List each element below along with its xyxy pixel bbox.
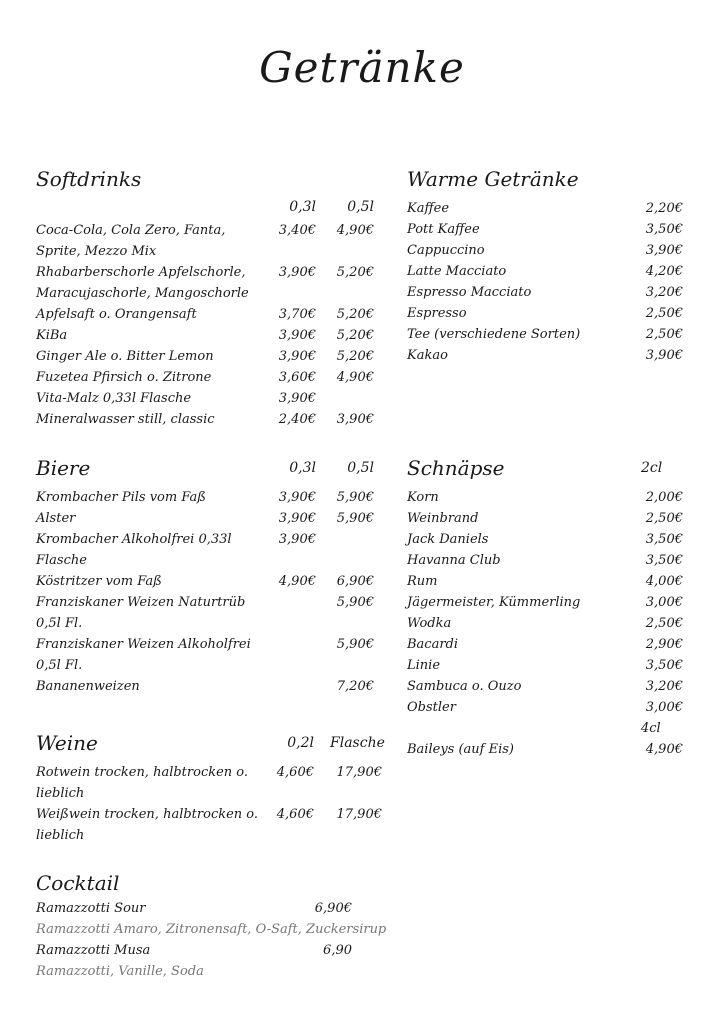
column-header-0-5l: 0,5l <box>347 199 374 215</box>
menu-item: Jägermeister, Kümmerling 3,00€ <box>407 595 683 610</box>
section-schnaepse <box>407 453 687 760</box>
menu-item: Kaffee 2,20€ <box>407 201 683 216</box>
menu-item: Latte Macciato 4,20€ <box>407 264 683 279</box>
menu-item: Jack Daniels 3,50€ <box>407 532 683 547</box>
menu-item: Havanna Club 3,50€ <box>407 553 683 568</box>
column-header-0-3l: 0,3l <box>289 199 316 215</box>
menu-item: Baileys (auf Eis) 4,90€ <box>407 742 683 757</box>
menu-item: Rhabarberschorle Apfelschorle, Maracujaschorle, Mangoschorle 3,90€ 5,20€ <box>36 265 374 301</box>
menu-item: Espresso Macciato 3,20€ <box>407 285 683 300</box>
page-title: Getränke <box>259 43 465 92</box>
menu-item: Sambuca o. Ouzo 3,20€ <box>407 679 683 694</box>
menu-item: Linie 3,50€ <box>407 658 683 673</box>
menu-item: Fuzetea Pfirsich o. Zitrone 3,60€ 4,90€ <box>36 370 374 385</box>
menu-item: Vita-Malz 0,33l Flasche 3,90€ <box>36 391 316 406</box>
column-header-0-3l: 0,3l <box>289 460 316 476</box>
section-softdrinks <box>36 164 386 430</box>
menu-item: Coca-Cola, Cola Zero, Fanta, Sprite, Mezzo Mix 3,40€ 4,90€ <box>36 223 374 259</box>
section-biere <box>36 453 386 697</box>
menu-item: Köstritzer vom Faß 4,90€ 6,90€ <box>36 574 374 589</box>
menu-item: Rotwein trocken, halbtrocken o. lieblich 4,60€ 17,90€ <box>36 765 382 801</box>
menu-item: Krombacher Alkoholfrei 0,33l Flasche 3,90€ <box>36 532 316 568</box>
menu-item: Espresso 2,50€ <box>407 306 683 321</box>
menu-item: Franziskaner Weizen Alkoholfrei 0,5l Fl. 5,90€ <box>36 637 374 673</box>
column-header-0-2l: 0,2l <box>287 735 314 751</box>
column-header-flasche: Flasche <box>330 735 385 751</box>
menu-item-description: Ramazzotti Amaro, Zitronensaft, O-Saft, Zuckersirup <box>36 922 387 937</box>
section-weine <box>36 728 396 846</box>
menu-item: Pott Kaffee 3,50€ <box>407 222 683 237</box>
menu-item: Franziskaner Weizen Naturtrüb 0,5l Fl. 5,90€ <box>36 595 374 631</box>
menu-item: Rum 4,00€ <box>407 574 683 589</box>
menu-item: KiBa 3,90€ 5,20€ <box>36 328 374 343</box>
column-header-4cl: 4cl <box>641 721 661 736</box>
menu-item: Bananenweizen 7,20€ <box>36 679 374 694</box>
menu-item: Ramazzotti Musa 6,90 <box>36 943 352 958</box>
menu-item: Mineralwasser still, classic 2,40€ 3,90€ <box>36 412 374 427</box>
menu-item: Weinbrand 2,50€ <box>407 511 683 526</box>
menu-item: Ginger Ale o. Bitter Lemon 3,90€ 5,20€ <box>36 349 374 364</box>
section-cocktail <box>36 868 456 982</box>
section-heading: Warme Getränke <box>407 167 579 191</box>
section-heading: Biere <box>36 456 91 480</box>
menu-item: Obstler 3,00€ <box>407 700 683 715</box>
menu-item: Ramazzotti Sour 6,90€ <box>36 901 352 916</box>
menu-item: Kakao 3,90€ <box>407 348 683 363</box>
section-heading: Cocktail <box>36 871 120 895</box>
menu-item: Alster 3,90€ 5,90€ <box>36 511 374 526</box>
section-warme-getraenke <box>407 164 687 366</box>
menu-item: Wodka 2,50€ <box>407 616 683 631</box>
menu-item: Korn 2,00€ <box>407 490 683 505</box>
menu-item-description: Ramazzotti, Vanille, Soda <box>36 964 204 979</box>
menu-item: Apfelsaft o. Orangensaft 3,70€ 5,20€ <box>36 307 374 322</box>
menu-item: Tee (verschiedene Sorten) 2,50€ <box>407 327 683 342</box>
menu-item: Weißwein trocken, halbtrocken o. lieblich 4,60€ 17,90€ <box>36 807 382 843</box>
column-header-2cl: 2cl <box>641 460 663 476</box>
section-heading: Schnäpse <box>407 456 505 480</box>
column-header-0-5l: 0,5l <box>347 460 374 476</box>
menu-item: Krombacher Pils vom Faß 3,90€ 5,90€ <box>36 490 374 505</box>
column-header-row <box>407 718 687 739</box>
section-heading: Weine <box>36 731 98 755</box>
section-heading: Softdrinks <box>36 167 142 191</box>
menu-item: Bacardi 2,90€ <box>407 637 683 652</box>
menu-item: Cappuccino 3,90€ <box>407 243 683 258</box>
